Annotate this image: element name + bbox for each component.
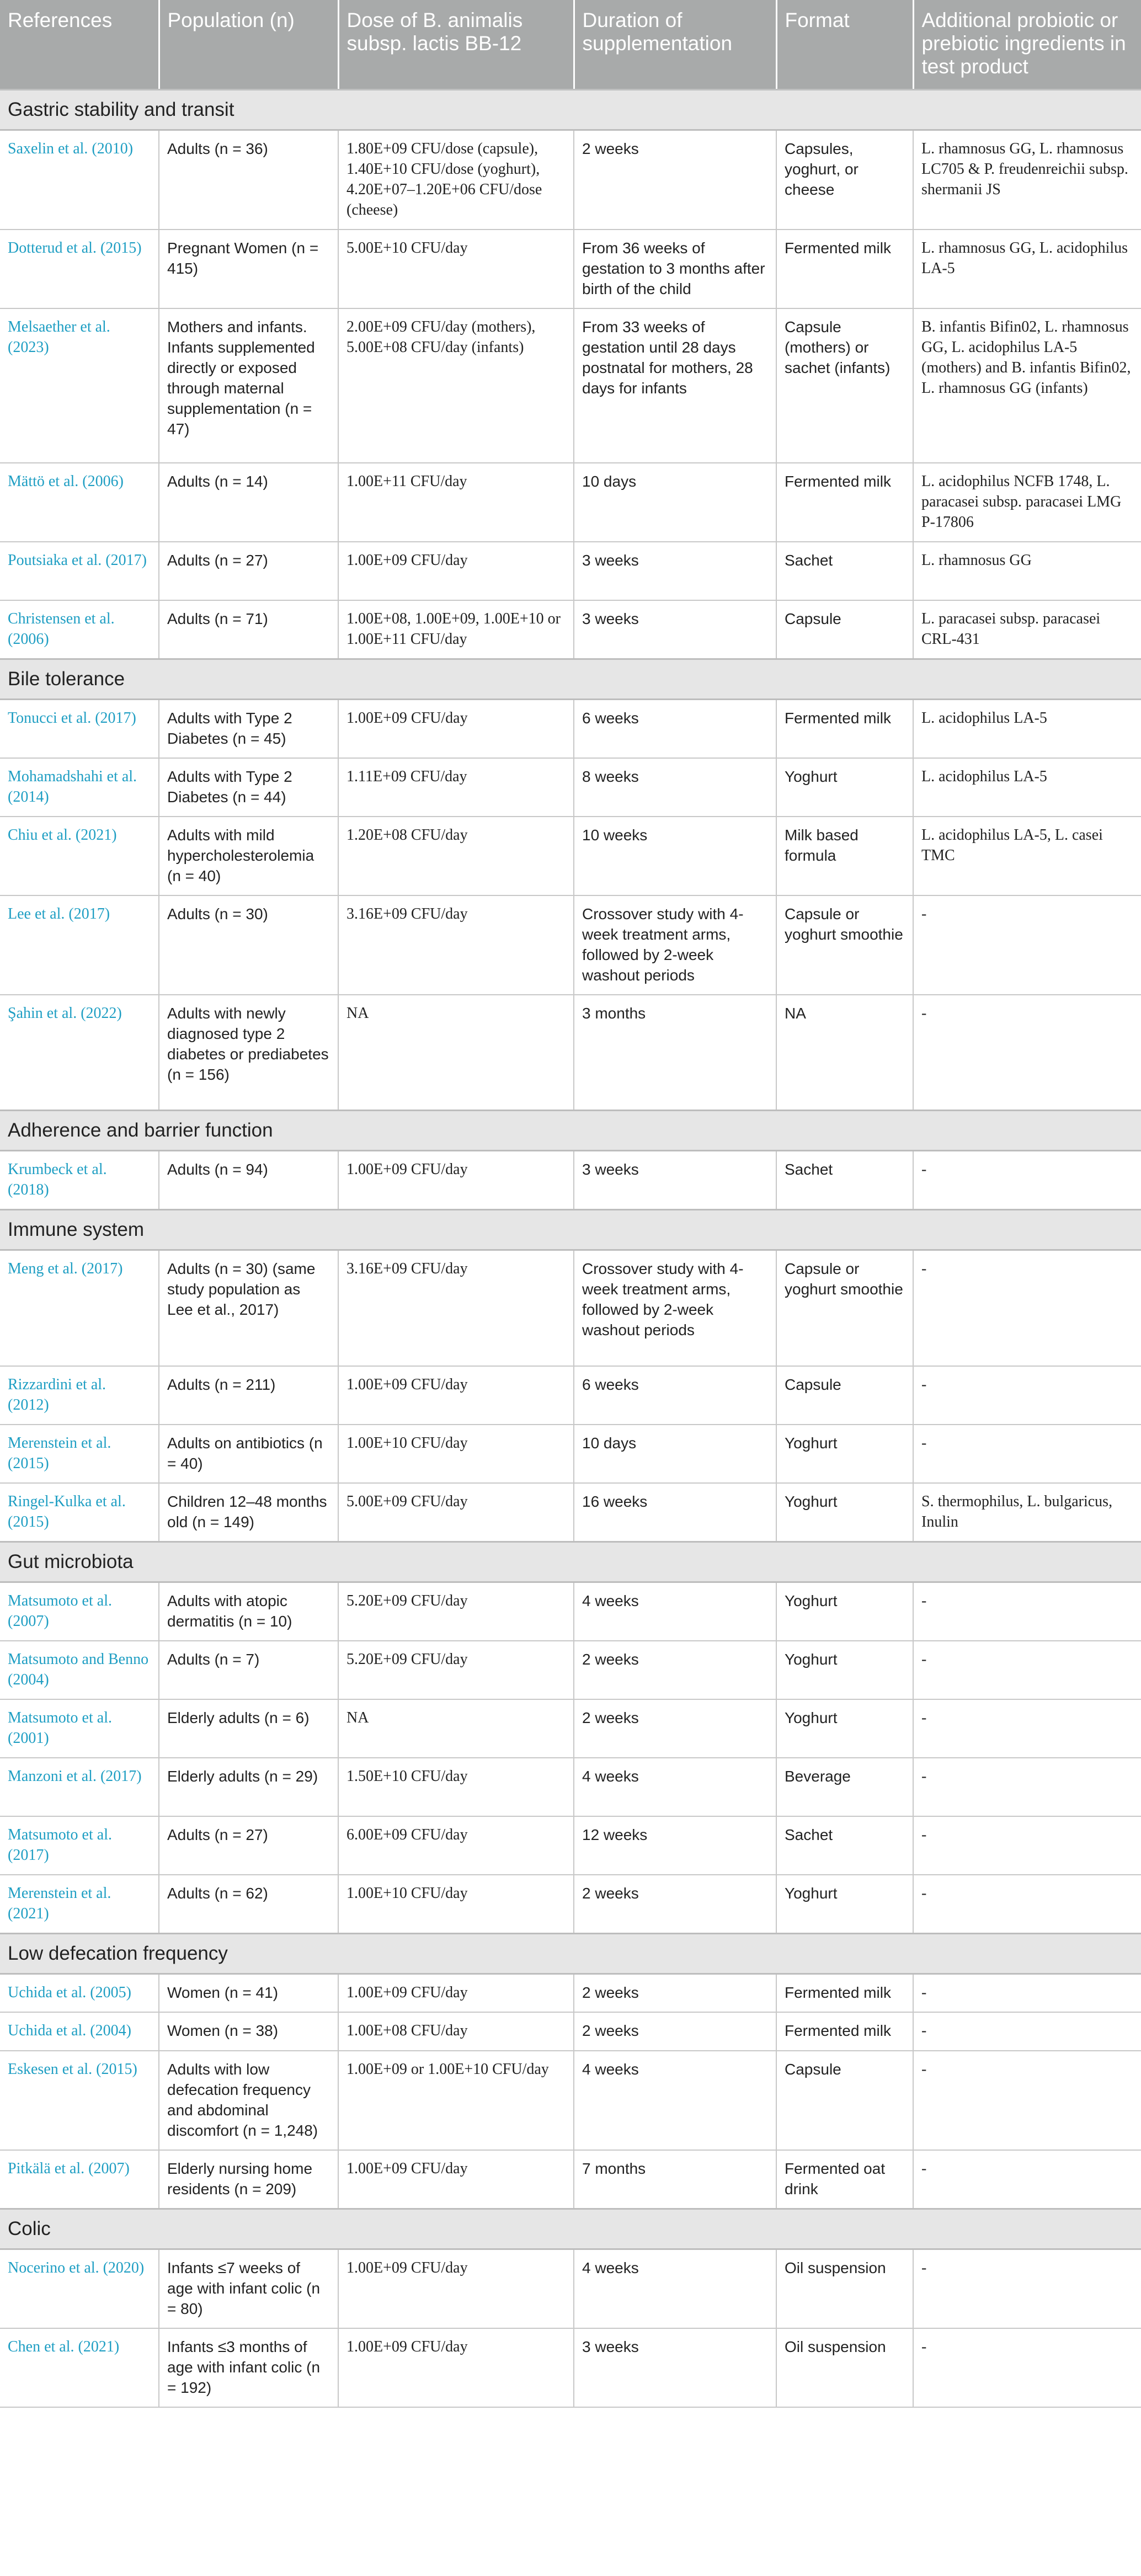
reference-link[interactable]: Lee et al. (2017) (0, 895, 159, 995)
format-cell: Yoghurt (776, 1582, 913, 1641)
population-cell: Adults (n = 7) (159, 1641, 338, 1699)
dose-cell: 1.50E+10 CFU/day (338, 1758, 574, 1816)
reference-link[interactable]: Matsumoto et al. (2007) (0, 1582, 159, 1641)
table-body (0, 89, 1141, 2407)
section-title: Low defecation frequency (0, 1933, 1141, 1974)
additional-ingredients-cell: - (913, 2012, 1141, 2051)
duration-cell: 4 weeks (574, 2051, 776, 2150)
population-cell: Adults with mild hypercholesterolemia (n = 40) (159, 817, 338, 895)
table-row (0, 600, 1141, 659)
format-cell: Capsule or yoghurt smoothie (776, 895, 913, 995)
section-row (0, 1210, 1141, 1250)
reference-link[interactable]: Saxelin et al. (2010) (0, 130, 159, 230)
population-cell: Adults with Type 2 Diabetes (n = 45) (159, 699, 338, 758)
additional-ingredients-cell: S. thermophilus, L. bulgaricus, Inulin (913, 1483, 1141, 1542)
population-cell: Mothers and infants. Infants supplemented directly or exposed through maternal supplementation (n = 47) (159, 308, 338, 463)
table-row (0, 1250, 1141, 1366)
additional-ingredients-cell: - (913, 2150, 1141, 2209)
population-cell: Adults (n = 27) (159, 1816, 338, 1875)
format-cell: Sachet (776, 1151, 913, 1210)
additional-ingredients-cell: - (913, 2249, 1141, 2329)
additional-ingredients-cell: L. rhamnosus GG, L. rhamnosus LC705 & P. freudenreichii subsp. shermanii JS (913, 130, 1141, 230)
population-cell: Elderly adults (n = 29) (159, 1758, 338, 1816)
dose-cell: 1.11E+09 CFU/day (338, 758, 574, 817)
table-row (0, 2150, 1141, 2209)
format-cell: Yoghurt (776, 1641, 913, 1699)
dose-cell: 5.20E+09 CFU/day (338, 1582, 574, 1641)
format-cell: Fermented oat drink (776, 2150, 913, 2209)
population-cell: Women (n = 41) (159, 1974, 338, 2012)
additional-ingredients-cell: - (913, 1582, 1141, 1641)
col-header-dose: Dose of B. animalis subsp. lactis BB-12 (338, 0, 574, 89)
reference-link[interactable]: Matsumoto et al. (2017) (0, 1816, 159, 1875)
dose-cell: 1.00E+09 CFU/day (338, 1974, 574, 2012)
format-cell: Sachet (776, 542, 913, 600)
col-header-additional: Additional probiotic or prebiotic ingredients in test product (913, 0, 1141, 89)
duration-cell: 4 weeks (574, 1758, 776, 1816)
additional-ingredients-cell: - (913, 1816, 1141, 1875)
dose-cell: 3.16E+09 CFU/day (338, 895, 574, 995)
section-row (0, 2209, 1141, 2249)
reference-link[interactable]: Rizzardini et al. (2012) (0, 1366, 159, 1425)
reference-link[interactable]: Matsumoto et al. (2001) (0, 1699, 159, 1758)
reference-link[interactable]: Mättö et al. (2006) (0, 463, 159, 542)
col-header-duration: Duration of supplementation (574, 0, 776, 89)
additional-ingredients-cell: - (913, 1974, 1141, 2012)
additional-ingredients-cell: L. acidophilus LA-5 (913, 758, 1141, 817)
format-cell: Capsule (mothers) or sachet (infants) (776, 308, 913, 463)
population-cell: Adults (n = 27) (159, 542, 338, 600)
duration-cell: 6 weeks (574, 1366, 776, 1425)
population-cell: Women (n = 38) (159, 2012, 338, 2051)
format-cell: Yoghurt (776, 758, 913, 817)
table-row (0, 1699, 1141, 1758)
dose-cell: 1.00E+09 CFU/day (338, 1151, 574, 1210)
additional-ingredients-cell: B. infantis Bifin02, L. rhamnosus GG, L. acidophilus LA-5 (mothers) and B. infantis Bifin02, L. rhamnosus GG (infants) (913, 308, 1141, 463)
format-cell: Yoghurt (776, 1425, 913, 1483)
duration-cell: 4 weeks (574, 1582, 776, 1641)
population-cell: Infants ≤3 months of age with infant colic (n = 192) (159, 2328, 338, 2407)
dose-cell: 2.00E+09 CFU/day (mothers), 5.00E+08 CFU/day (infants) (338, 308, 574, 463)
additional-ingredients-cell: - (913, 895, 1141, 995)
section-row (0, 1933, 1141, 1974)
table-row (0, 1366, 1141, 1425)
population-cell: Infants ≤7 weeks of age with infant colic (n = 80) (159, 2249, 338, 2329)
dose-cell: 1.00E+09 CFU/day (338, 2328, 574, 2407)
table-row (0, 308, 1141, 463)
additional-ingredients-cell: L. rhamnosus GG (913, 542, 1141, 600)
population-cell: Adults with newly diagnosed type 2 diabetes or prediabetes (n = 156) (159, 995, 338, 1111)
reference-link[interactable]: Mohamadshahi et al. (2014) (0, 758, 159, 817)
dose-cell: NA (338, 995, 574, 1111)
population-cell: Adults with Type 2 Diabetes (n = 44) (159, 758, 338, 817)
duration-cell: From 33 weeks of gestation until 28 days postnatal for mothers, 28 days for infants (574, 308, 776, 463)
col-header-population: Population (n) (159, 0, 338, 89)
section-row (0, 1111, 1141, 1151)
duration-cell: Crossover study with 4-week treatment arms, followed by 2-week washout periods (574, 895, 776, 995)
section-title: Bile tolerance (0, 659, 1141, 699)
dose-cell: 6.00E+09 CFU/day (338, 1816, 574, 1875)
format-cell: Capsules, yoghurt, or cheese (776, 130, 913, 230)
dose-cell: NA (338, 1699, 574, 1758)
table-row (0, 995, 1141, 1111)
additional-ingredients-cell: - (913, 1425, 1141, 1483)
reference-link[interactable]: Chen et al. (2021) (0, 2328, 159, 2407)
table-row (0, 1974, 1141, 2012)
table-row (0, 230, 1141, 308)
dose-cell: 1.00E+08, 1.00E+09, 1.00E+10 or 1.00E+11 CFU/day (338, 600, 574, 659)
duration-cell: From 36 weeks of gestation to 3 months after birth of the child (574, 230, 776, 308)
duration-cell: 3 weeks (574, 1151, 776, 1210)
table-row (0, 1875, 1141, 1934)
dose-cell: 1.00E+08 CFU/day (338, 2012, 574, 2051)
additional-ingredients-cell: - (913, 1151, 1141, 1210)
dose-cell: 5.00E+10 CFU/day (338, 230, 574, 308)
duration-cell: 8 weeks (574, 758, 776, 817)
reference-link[interactable]: Ringel-Kulka et al. (2015) (0, 1483, 159, 1542)
duration-cell: 3 months (574, 995, 776, 1111)
additional-ingredients-cell: - (913, 1250, 1141, 1366)
reference-link[interactable]: Eskesen et al. (2015) (0, 2051, 159, 2150)
dose-cell: 1.00E+11 CFU/day (338, 463, 574, 542)
population-cell: Children 12–48 months old (n = 149) (159, 1483, 338, 1542)
reference-link[interactable]: Pitkälä et al. (2007) (0, 2150, 159, 2209)
dose-cell: 1.20E+08 CFU/day (338, 817, 574, 895)
duration-cell: 7 months (574, 2150, 776, 2209)
duration-cell: 10 days (574, 463, 776, 542)
format-cell: Fermented milk (776, 463, 913, 542)
duration-cell: 2 weeks (574, 1875, 776, 1934)
table-row (0, 1483, 1141, 1542)
section-row (0, 89, 1141, 130)
dose-cell: 1.00E+09 or 1.00E+10 CFU/day (338, 2051, 574, 2150)
reference-link[interactable]: Merenstein et al. (2021) (0, 1875, 159, 1934)
table-row (0, 1582, 1141, 1641)
section-title: Colic (0, 2209, 1141, 2249)
dose-cell: 1.80E+09 CFU/dose (capsule), 1.40E+10 CFU/dose (yoghurt), 4.20E+07–1.20E+06 CFU/dose (cheese) (338, 130, 574, 230)
duration-cell: 3 weeks (574, 2328, 776, 2407)
population-cell: Adults with atopic dermatitis (n = 10) (159, 1582, 338, 1641)
reference-link[interactable]: Meng et al. (2017) (0, 1250, 159, 1366)
population-cell: Elderly adults (n = 6) (159, 1699, 338, 1758)
duration-cell: 16 weeks (574, 1483, 776, 1542)
dose-cell: 1.00E+10 CFU/day (338, 1875, 574, 1934)
reference-link[interactable]: Poutsiaka et al. (2017) (0, 542, 159, 600)
additional-ingredients-cell: - (913, 2328, 1141, 2407)
reference-link[interactable]: Dotterud et al. (2015) (0, 230, 159, 308)
reference-link[interactable]: Tonucci et al. (2017) (0, 699, 159, 758)
additional-ingredients-cell: - (913, 1366, 1141, 1425)
population-cell: Adults (n = 14) (159, 463, 338, 542)
format-cell: Yoghurt (776, 1483, 913, 1542)
format-cell: NA (776, 995, 913, 1111)
dose-cell: 1.00E+09 CFU/day (338, 2150, 574, 2209)
duration-cell: 4 weeks (574, 2249, 776, 2329)
additional-ingredients-cell: - (913, 1875, 1141, 1934)
duration-cell: 2 weeks (574, 1641, 776, 1699)
population-cell: Adults (n = 36) (159, 130, 338, 230)
format-cell: Capsule (776, 600, 913, 659)
dose-cell: 1.00E+09 CFU/day (338, 2249, 574, 2329)
table-row (0, 2051, 1141, 2150)
format-cell: Milk based formula (776, 817, 913, 895)
dose-cell: 3.16E+09 CFU/day (338, 1250, 574, 1366)
table-row (0, 817, 1141, 895)
table-row (0, 2328, 1141, 2407)
format-cell: Capsule or yoghurt smoothie (776, 1250, 913, 1366)
duration-cell: 3 weeks (574, 600, 776, 659)
table-row (0, 699, 1141, 758)
additional-ingredients-cell: L. acidophilus NCFB 1748, L. paracasei subsp. paracasei LMG P-17806 (913, 463, 1141, 542)
reference-link[interactable]: Matsumoto and Benno (2004) (0, 1641, 159, 1699)
population-cell: Adults on antibiotics (n = 40) (159, 1425, 338, 1483)
section-title: Gut microbiota (0, 1542, 1141, 1582)
duration-cell: 10 weeks (574, 817, 776, 895)
population-cell: Adults (n = 211) (159, 1366, 338, 1425)
dose-cell: 1.00E+09 CFU/day (338, 542, 574, 600)
section-row (0, 659, 1141, 699)
format-cell: Beverage (776, 1758, 913, 1816)
format-cell: Oil suspension (776, 2328, 913, 2407)
table-row (0, 1816, 1141, 1875)
additional-ingredients-cell: - (913, 1758, 1141, 1816)
population-cell: Adults (n = 71) (159, 600, 338, 659)
population-cell: Pregnant Women (n = 415) (159, 230, 338, 308)
table-row (0, 130, 1141, 230)
format-cell: Fermented milk (776, 1974, 913, 2012)
dose-cell: 1.00E+10 CFU/day (338, 1425, 574, 1483)
population-cell: Adults (n = 30) (159, 895, 338, 995)
dose-cell: 5.20E+09 CFU/day (338, 1641, 574, 1699)
col-header-references: References (0, 0, 159, 89)
additional-ingredients-cell: - (913, 995, 1141, 1111)
table-row (0, 463, 1141, 542)
population-cell: Elderly nursing home residents (n = 209) (159, 2150, 338, 2209)
duration-cell: 6 weeks (574, 699, 776, 758)
format-cell: Yoghurt (776, 1875, 913, 1934)
additional-ingredients-cell: L. rhamnosus GG, L. acidophilus LA-5 (913, 230, 1141, 308)
reference-link[interactable]: Christensen et al. (2006) (0, 600, 159, 659)
section-title: Adherence and barrier function (0, 1111, 1141, 1151)
reference-link[interactable]: Manzoni et al. (2017) (0, 1758, 159, 1816)
reference-link[interactable]: Uchida et al. (2004) (0, 2012, 159, 2051)
dose-cell: 1.00E+09 CFU/day (338, 699, 574, 758)
format-cell: Oil suspension (776, 2249, 913, 2329)
duration-cell: 2 weeks (574, 130, 776, 230)
col-header-format: Format (776, 0, 913, 89)
table-row (0, 1758, 1141, 1816)
table-row (0, 895, 1141, 995)
duration-cell: 2 weeks (574, 1974, 776, 2012)
duration-cell: Crossover study with 4-week treatment arms, followed by 2-week washout periods (574, 1250, 776, 1366)
population-cell: Adults (n = 30) (same study population as Lee et al., 2017) (159, 1250, 338, 1366)
duration-cell: 10 days (574, 1425, 776, 1483)
format-cell: Fermented milk (776, 699, 913, 758)
reference-link[interactable]: Uchida et al. (2005) (0, 1974, 159, 2012)
format-cell: Fermented milk (776, 230, 913, 308)
section-title: Gastric stability and transit (0, 89, 1141, 130)
reference-link[interactable]: Krumbeck et al. (2018) (0, 1151, 159, 1210)
additional-ingredients-cell: L. acidophilus LA-5, L. casei TMC (913, 817, 1141, 895)
duration-cell: 2 weeks (574, 1699, 776, 1758)
additional-ingredients-cell: L. paracasei subsp. paracasei CRL-431 (913, 600, 1141, 659)
header-row (0, 0, 1141, 89)
dose-cell: 5.00E+09 CFU/day (338, 1483, 574, 1542)
reference-link[interactable]: Melsaether et al. (2023) (0, 308, 159, 463)
population-cell: Adults with low defecation frequency and abdominal discomfort (n = 1,248) (159, 2051, 338, 2150)
format-cell: Yoghurt (776, 1699, 913, 1758)
additional-ingredients-cell: - (913, 1641, 1141, 1699)
table-row (0, 1151, 1141, 1210)
reference-link[interactable]: Merenstein et al. (2015) (0, 1425, 159, 1483)
table-row (0, 1425, 1141, 1483)
format-cell: Sachet (776, 1816, 913, 1875)
section-title: Immune system (0, 1210, 1141, 1250)
reference-link[interactable]: Şahin et al. (2022) (0, 995, 159, 1111)
additional-ingredients-cell: - (913, 2051, 1141, 2150)
dose-cell: 1.00E+09 CFU/day (338, 1366, 574, 1425)
format-cell: Capsule (776, 2051, 913, 2150)
table-row (0, 2249, 1141, 2329)
duration-cell: 3 weeks (574, 542, 776, 600)
format-cell: Capsule (776, 1366, 913, 1425)
section-row (0, 1542, 1141, 1582)
additional-ingredients-cell: L. acidophilus LA-5 (913, 699, 1141, 758)
table-row (0, 542, 1141, 600)
reference-link[interactable]: Nocerino et al. (2020) (0, 2249, 159, 2329)
table-row (0, 1641, 1141, 1699)
format-cell: Fermented milk (776, 2012, 913, 2051)
table-header (0, 0, 1141, 89)
population-cell: Adults (n = 94) (159, 1151, 338, 1210)
reference-link[interactable]: Chiu et al. (2021) (0, 817, 159, 895)
population-cell: Adults (n = 62) (159, 1875, 338, 1934)
duration-cell: 2 weeks (574, 2012, 776, 2051)
additional-ingredients-cell: - (913, 1699, 1141, 1758)
table-row (0, 2012, 1141, 2051)
table-row (0, 758, 1141, 817)
duration-cell: 12 weeks (574, 1816, 776, 1875)
